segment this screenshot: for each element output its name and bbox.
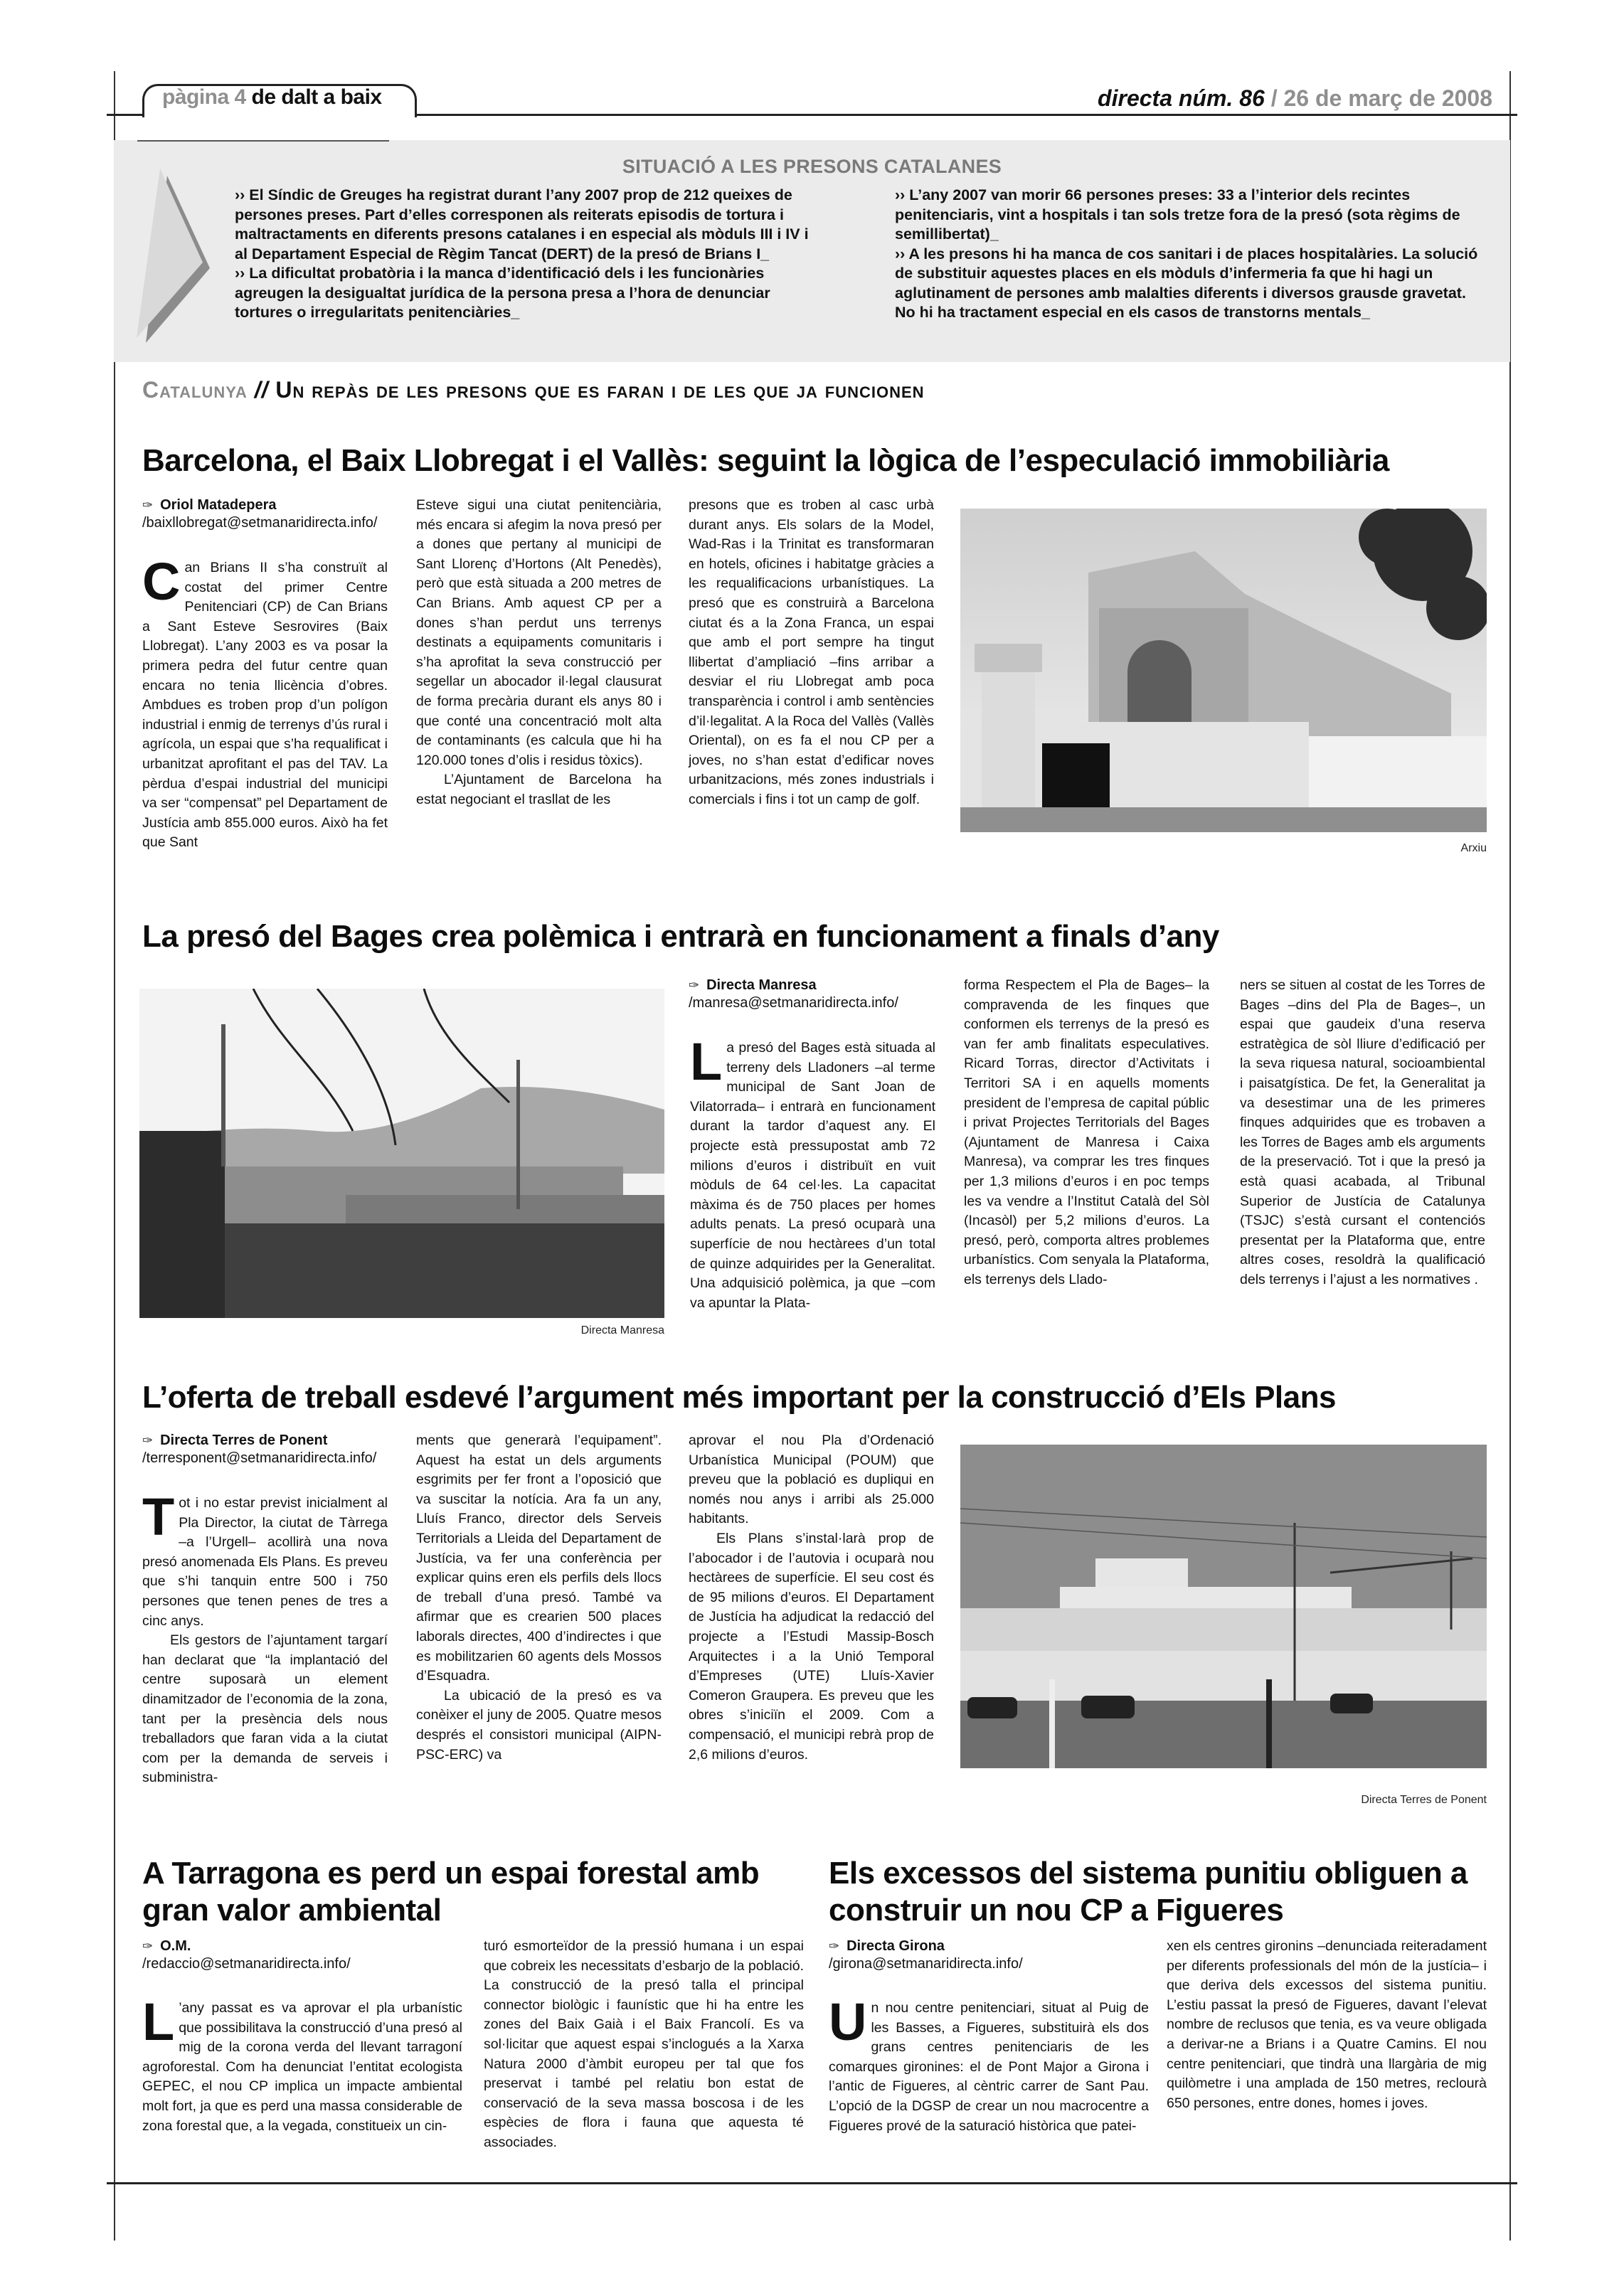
- section-header: [142, 377, 925, 403]
- article-title-bages: La presó del Bages crea polèmica i entrarà en funcionament a finals d’any: [142, 919, 1219, 954]
- article-column: [690, 1032, 935, 1313]
- photo-credit: Directa Manresa: [580, 1324, 664, 1336]
- article-title-barcelona: Barcelona, el Baix Llobregat i el Vallès: seguint la lògica de l’especulació immobiliària: [142, 443, 1389, 478]
- triangle-arrow-icon: [135, 169, 213, 346]
- fact-item: ›› L’any 2007 van morir 66 persones preses: 33 a l’interior dels recintes penitenciaris, vint a hospitals i tan sols tretze fora de la presó (sota règims de semillibertat)_: [895, 186, 1460, 243]
- right-margin-rule: [1509, 71, 1511, 2241]
- section-category: Catalunya: [142, 377, 248, 403]
- body-text: Esteve sigui una ciutat penitenciària, més encara si afegim la nova presó per a dones que pertany al municipi de Sant Llorenç d’Hortons (Alt Penedès), però que està situada a 200 metres de Can Brians. Amb aquest CP per a dones s’han perdut uns terrenys destinats a equipaments comunitaris i s’ha aprofitat la seva construcció per segellar un abocador il·legal clausurat de forma precària durant els anys 80 i que conté una concentració molt alta de contaminants (es calcula que hi ha 120.000 tones d’olis i residus tòxics).: [416, 497, 662, 768]
- author-email[interactable]: /girona@setmanaridirecta.info/: [829, 1956, 1023, 1972]
- article-column: [689, 496, 934, 810]
- author-email[interactable]: /redaccio@setmanaridirecta.info/: [142, 1956, 351, 1972]
- article-column: [142, 552, 388, 853]
- drop-cap: C: [142, 552, 181, 611]
- byline-barcelona: [142, 496, 398, 531]
- drop-cap: U: [829, 1992, 867, 2051]
- body-text: La ubicació de la presó es va conèixer el juny de 2005. Quatre mesos després el consistori municipal (AIPN-PSC-ERC) va: [416, 1687, 662, 1763]
- body-text: ’any passat es va aprovar el pla urbanístic que possibilitava la construcció d’una presó al mig de la corona verda del llevant tarragoní agroforestal. Com ha denunciat l’entitat ecologista GEPEC, el nou CP implica un impacte ambiental molt fort, ja que es perd una massa considerable de zona forestal que, a la vegada, constitueix un cin-: [142, 2000, 462, 2134]
- author-name: Directa Girona: [847, 1938, 945, 1954]
- author-name: O.M.: [160, 1938, 191, 1954]
- body-text: a presó del Bages està situada al terreny dels Lladoners –al terme municipal de Sant Joan de Vilatorrada– i entrarà en funcionament durant la tardor d’aquest any. El projecte està pressupostat amb 72 milions d’euros i distribuït en vuit mòduls de 64 cel·les. La capacitat màxima és de 750 places per homes adults penats. La presó ocuparà una superfície de nou hectàrees d’un total de quinze adquirides per la Generalitat. Una adquisició polèmica, ja que –com va apuntar la Plata-: [690, 1040, 935, 1311]
- facts-left-column: [235, 186, 810, 323]
- author-name: Directa Manresa: [706, 977, 817, 993]
- facts-box-title: SITUACIÓ A LES PRESONS CATALANES: [622, 156, 1002, 177]
- article-column: [1240, 976, 1485, 1290]
- photo-bages-prison: [139, 989, 664, 1318]
- page-number: pàgina 4: [162, 85, 246, 109]
- byline-bages: [689, 976, 945, 1011]
- pen-nib-icon: ✑: [142, 1939, 154, 1953]
- article-title-tarragona: A Tarragona es perd un espai forestal amb gran valor ambiental: [142, 1856, 760, 1928]
- footer-rule: [107, 2182, 1517, 2184]
- issue-date: / 26 de març de 2008: [1270, 85, 1492, 111]
- body-text: aprovar el nou Pla d’Ordenació Urbanística Municipal (POUM) que preveu que la població es dupliqui en només nou anys i arribi als 25.000 habitants.: [689, 1433, 934, 1527]
- article-column: [416, 496, 662, 810]
- body-text: ot i no estar previst inicialment al Pla Director, la ciutat de Tàrrega –a l’Urgell– acollirà una nova presó anomenada Els Plans. Es preveu que s’hi tanquin entre 500 i 750 persones que tenen penes de tres a cinc anys.: [142, 1495, 388, 1629]
- article-title-plans: L’oferta de treball esdevé l’argument més important per la construcció d’Els Plans: [142, 1380, 1336, 1415]
- fact-item: ›› A les presons hi ha manca de cos sanitari i de places hospitalàries. La solució de substituir aquestes places en els mòduls d’infermeria fa que hi hagi un aglutinament de persones amb malalties diferents i diversos grausde gravetat. No hi ha tractament especial en els casos de transtorns mentals_: [895, 245, 1478, 321]
- body-text: turó esmorteïdor de la pressió humana i un espai que cobreix les necessitats d’esbarjo de la població. La construcció de la presó talla el principal connector biològic i faunístic que hi ha entre les zones del Baix Gaià i el Baix Francolí. Es va sol·licitar que aquest espai s’inclogués a la Xarxa Natura 2000 d’àmbit europeu per tal que fos preservat i també pel relatiu bon estat de conservació de la seva massa boscosa i de les espècies de flora i fauna que aquesta té associades.: [484, 1938, 804, 2150]
- author-name: Oriol Matadepera: [160, 497, 277, 513]
- fact-item: ›› La dificultat probatòria i la manca d’identificació dels i les funcionàries agreugen la desigualtat jurídica de la persona presa a l’hora de denunciar tortures o irregularitats penitenciàries_: [235, 265, 770, 321]
- fact-item: ›› El Síndic de Greuges ha registrat durant l’any 2007 prop de 212 queixes de persones preses. Part d’elles corresponen als reiterats episodis de tortura i maltractaments en diferents presons catalanes i en especial als mòduls III i IV i al Departament Especial de Règim Tancat (DERT) de la presó de Brians I_: [235, 186, 809, 262]
- facts-box: [114, 140, 1510, 362]
- masthead: [1098, 85, 1492, 112]
- article-column: [142, 1487, 388, 1788]
- byline-tarragona: [142, 1937, 413, 1972]
- photo-model-prison: [960, 509, 1487, 832]
- article-title-figueres: Els excessos del sistema punitiu obliguen a construir un nou CP a Figueres: [829, 1856, 1468, 1928]
- drop-cap: L: [690, 1032, 723, 1091]
- article-column: [1167, 1937, 1487, 2113]
- body-text: Els gestors de l’ajuntament targarí han declarat que “la implantació del centre suposarà un element dinamitzador de l’economia de la zona, tant per la presència dels nous treballadors que faran vida a la ciutat com per la demanda de serveis i subministra-: [142, 1632, 388, 1786]
- drop-cap: L: [142, 1992, 175, 2051]
- article-column: [829, 1992, 1149, 2136]
- section-subtitle: Un repàs de les presons que es faran i de les que ja funcionen: [275, 377, 925, 403]
- article-column: [142, 1992, 462, 2136]
- body-text: an Brians II s’ha construït al costat del primer Centre Penitenciari (CP) de Can Brians a Sant Esteve Sesrovires (Baix Llobregat). L’any 2003 es va posar la primera pedra del futur centre quan encara no tenia llicència d’obres. Ambdues es troben prop d’un polígon industrial i enmig de terrenys d’ús rural i agrícola, un espai que s’ha requalificat i urbanitzat aprofitant el pas del TAV. La pèrdua d’espai industrial del municipi va ser “compensat” pel Departament de Justícia amb 855.000 euros. Això ha fet que Sant: [142, 560, 388, 851]
- article-column: [689, 1431, 934, 1765]
- body-text: presons que es troben al casc urbà durant anys. Els solars de la Model, Wad-Ras i la Trinitat es transformaran en hotels, oficines i habitatge gràcies a les requalificacions urbanístiques. La presó que es construirà a Barcelona ciutat és a la Zona Franca, un espai que amb el port sempre ha tingut llibertat d’ampliació –fins arribar a desviar el riu Llobregat amb poca transparència i control i amb sentències d’il·legalitat. A la Roca del Vallès (Vallès Oriental), on es fa el nou CP per a joves, no s’han estat d’edificar noves urbanitzacions, més zones industrials i comercials i fins i tot un camp de golf.: [689, 497, 934, 807]
- body-text: ners se situen al costat de les Torres de Bages –dins del Pla de Bages–, un espai que gaudeix d’una reserva estratègica de sòl lliure d’edificació per la seva riquesa natural, socioambiental i paisatgística. De fet, la Generalitat ja va desestimar una de les primeres finques adquirides que es trobaven a les Torres de Bages amb els arguments de la preservació. Tot i que la presó ja està quasi acabada, al Tribunal Superior de Justícia de Catalunya (TSJC) s’està cursant el contenciós presentat per la Plataforma que, entre altres coses, resoldrà la qualificació dels terrenys i l’ajust a les normatives .: [1240, 977, 1485, 1287]
- author-email[interactable]: /manresa@setmanaridirecta.info/: [689, 995, 898, 1011]
- article-column: [484, 1937, 804, 2153]
- pen-nib-icon: ✑: [689, 978, 700, 992]
- pen-nib-icon: ✑: [829, 1939, 840, 1953]
- author-name: Directa Terres de Ponent: [160, 1433, 328, 1448]
- byline-plans: [142, 1431, 413, 1467]
- brand-issue: directa núm. 86: [1098, 85, 1265, 111]
- pen-nib-icon: ✑: [142, 498, 154, 512]
- author-email[interactable]: /terresponent@setmanaridirecta.info/: [142, 1450, 377, 1466]
- left-margin-rule: [114, 71, 115, 2241]
- photo-credit: Arxiu: [1460, 842, 1487, 854]
- article-column: [964, 976, 1209, 1290]
- body-text: xen els centres gironins –denunciada reiteradament per diferents professionals del món de la justícia– i que deriva dels excessos del sistema punitiu. L’estiu passat la presó de Figueres, davant l’elevat nombre de reclusos que tenia, es va veure obligada a derivar-ne a Brians i a Quatre Camins. El nou centre penitenciari, que tindrà una llargària de mig quilòmetre i una amplada de 150 metres, reclourà 650 persones, entre dones, homes i joves.: [1167, 1938, 1487, 2111]
- byline-figueres: [829, 1937, 1099, 1972]
- section-separator: //: [254, 377, 269, 403]
- body-text: L’Ajuntament de Barcelona ha estat negociant el trasllat de les: [416, 772, 662, 807]
- body-text: Els Plans s’instal·larà prop de l’abocador i de l’autovia i ocuparà nou hectàrees de superfície. El seu cost és de 95 milions d’euros. El Departament de Justícia ha adjudicat la redacció del projecte a l’Estudi Massip-Bosch Arquitectes i a la Unió Temporal d’Empreses (UTE) Lluís-Xavier Comeron Graupera. Es preveu que les obres s’iniciïn el 2009. Com a compensació, el municipi rebrà prop de 2,6 milions d’euros.: [689, 1530, 934, 1763]
- page-label: [162, 85, 382, 110]
- body-text: ments que generarà l’equipament”. Aquest ha estat un dels arguments esgrimits per fer front a l’oposició que va suscitar la notícia. Ara fa un any, Lluís Franco, director dels Serveis Territorials a Lleida del Departament de Justícia, va fer una conferència per explicar quins eren els perfils dels llocs de treball d’una presó. També va afirmar que es crearien 500 places laborals directes, 400 d’indirectes i que es mobilitzarien 60 agents dels Mossos d’Esquadra.: [416, 1433, 662, 1684]
- author-email[interactable]: /baixllobregat@setmanaridirecta.info/: [142, 515, 378, 531]
- body-text: n nou centre penitenciari, situat al Puig de les Basses, a Figueres, substituirà els dos grans centres penitenciaris de les comarques gironines: el de Pont Major a Girona i l’antic de Figueres, al cèntric carrer de Sant Pau. L’opció de la DGSP de crear un nou macrocentre a Figueres prové de la saturació històrica que patei-: [829, 2000, 1149, 2134]
- facts-right-column: [895, 186, 1478, 323]
- pen-nib-icon: ✑: [142, 1433, 154, 1447]
- box-top-rule: [137, 140, 389, 142]
- drop-cap: T: [142, 1487, 175, 1546]
- body-text: forma Respectem el Pla de Bages– la compravenda de les finques que conformen els terrenys de la presó es van fer amb finalitats especulatives. Ricard Torras, director d’Activitats i Territori SA i en aquells moments president de l’empresa de capital públic i privat Projectes Territorials del Bages (Ajuntament de Manresa i Caixa Manresa), va comprar les tres finques per 1,3 milions d’euros i en poc temps les va vendre a l’Institut Català del Sòl (Incasòl) per 5,2 milions d’euros. La presó, però, comporta altres problemes urbanístics. Com senyala la Plataforma, els terrenys dels Llado-: [964, 977, 1209, 1287]
- photo-credit: Directa Terres de Ponent: [1361, 1794, 1487, 1806]
- photo-els-plans: [960, 1445, 1487, 1768]
- page-section: de dalt a baix: [251, 85, 382, 109]
- article-column: [416, 1431, 662, 1765]
